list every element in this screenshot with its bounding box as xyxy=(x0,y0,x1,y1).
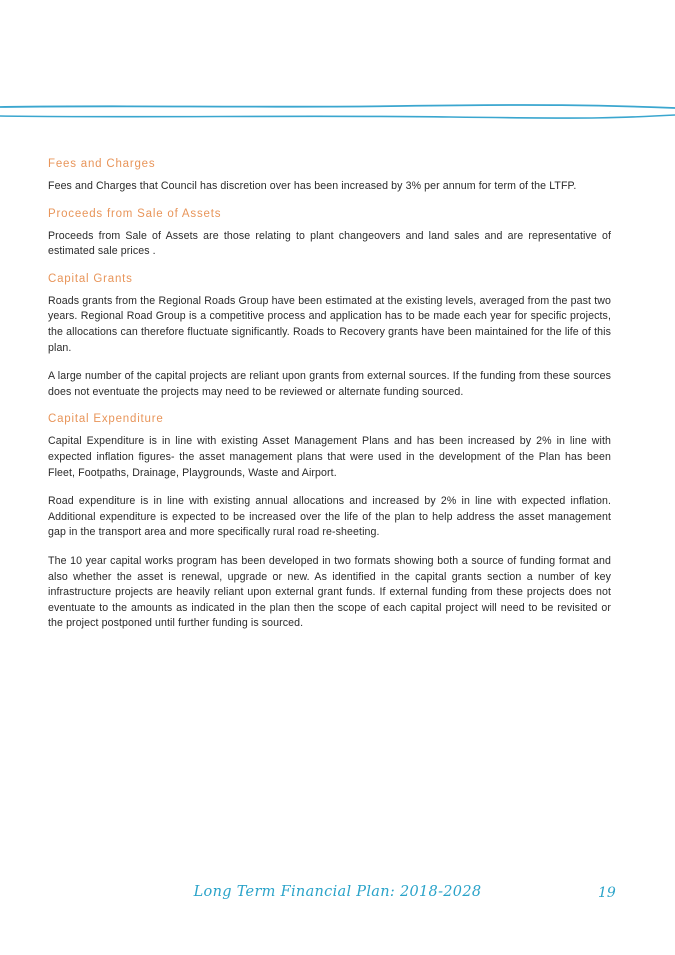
paragraph: A large number of the capital projects are reliant upon grants from external sources. If the funding from these sources does not eventuate the projects may need to be reviewed or alternate funding sourced. xyxy=(48,370,611,398)
page-number: 19 xyxy=(598,885,616,901)
main-content xyxy=(48,158,611,645)
section-fees-and-charges xyxy=(48,158,611,195)
paragraph: Fees and Charges that Council has discretion over has been increased by 3% per annum for term of the LTFP. xyxy=(48,180,577,192)
paragraph: Proceeds from Sale of Assets are those relating to plant changeovers and land sales and are representative of estimated sale prices . xyxy=(48,229,611,258)
section-heading: Proceeds from Sale of Assets xyxy=(48,207,222,220)
paragraph: Road expenditure is in line with existing annual allocations and increased by 2% in line with expected inflation. Additional expenditure is expected to be increased over the life of the plan to help address the asset management gap in the transport area and more specifically rural road re-sheeting. xyxy=(48,495,611,539)
section-proceeds-from-sale-of-assets xyxy=(48,208,611,260)
paragraph: Capital Expenditure is in line with existing Asset Management Plans and has been increased by 2% in line with expected inflation figures- the asset management plans that were used in the development of the Plan has been Fleet, Footpaths, Drainage, Playgrounds, Waste and Airport. xyxy=(48,435,611,479)
decorative-header-lines xyxy=(0,96,675,126)
section-capital-grants xyxy=(48,273,611,401)
paragraph: The 10 year capital works program has been developed in two formats showing both a source of funding format and also whether the asset is renewal, upgrade or new. As identified in the capital grants section a number of key infrastructure projects are heavily reliant upon external grant funds. If external funding from these projects does not eventuate to the amounts as indicated in the plan then the scope of each capital project will need to be revisited or the project postponed until further funding is sourced. xyxy=(48,554,611,630)
paragraph: Roads grants from the Regional Roads Group have been estimated at the existing levels, averaged from the past two years. Regional Road Group is a competitive process and application has to be made each year for specific projects, the allocations can therefore fluctuate significantly. Roads to Recovery grants have been maintained for the life of this plan. xyxy=(48,294,611,354)
footer-title: Long Term Financial Plan: 2018-2028 xyxy=(193,884,482,900)
section-capital-expenditure xyxy=(48,413,611,632)
section-heading: Capital Expenditure xyxy=(48,413,164,426)
section-heading: Fees and Charges xyxy=(48,158,156,170)
section-heading: Capital Grants xyxy=(48,272,133,285)
